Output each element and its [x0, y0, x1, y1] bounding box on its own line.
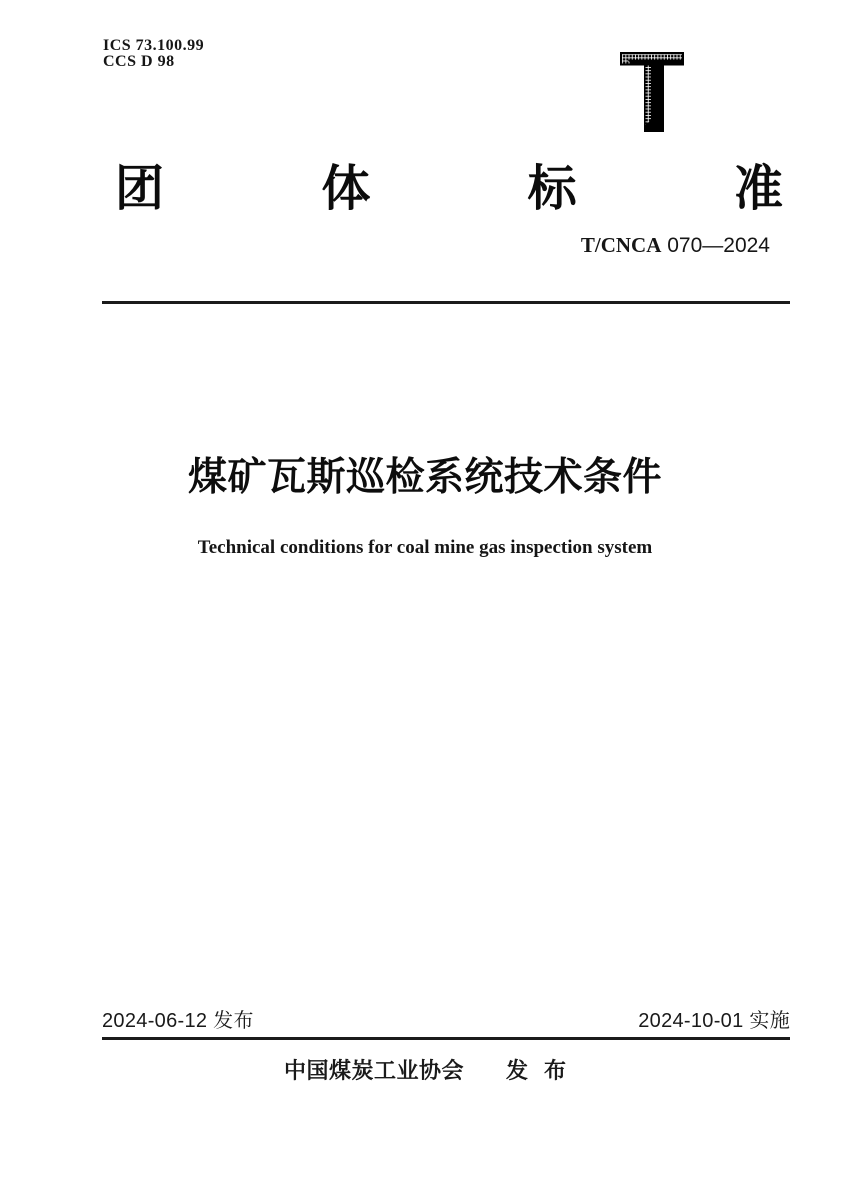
standard-number-value: 070—2024	[667, 234, 770, 257]
document-title-chinese: 煤矿瓦斯巡检系统技术条件	[187, 456, 662, 499]
publisher-name: 中国煤炭工业协会	[283, 1058, 464, 1083]
footer-rule	[102, 1037, 790, 1040]
implement-label: 实施	[749, 1010, 790, 1032]
standard-number-code: T/CNCA	[580, 233, 662, 257]
standard-type-heading	[115, 162, 783, 216]
standard-number	[581, 233, 770, 258]
standard-type-char: 团	[115, 162, 165, 216]
standard-type-char: 标	[527, 162, 577, 216]
publisher-row	[0, 1058, 850, 1084]
ccs-code: CCS D 98	[103, 53, 175, 70]
issue-date-group	[102, 1009, 254, 1033]
publish-label-char: 发	[505, 1058, 528, 1083]
header-rule	[102, 301, 790, 304]
ics-code: ICS 73.100.99	[103, 37, 205, 54]
publish-label-char: 布	[544, 1058, 567, 1083]
dates-row	[102, 1009, 790, 1033]
implement-date-group	[638, 1009, 790, 1033]
implement-date: 2024-10-01	[638, 1010, 744, 1032]
issue-date: 2024-06-12	[102, 1010, 208, 1032]
issue-label: 发布	[213, 1010, 254, 1032]
standard-type-char: 准	[733, 162, 783, 216]
standard-type-char: 体	[321, 162, 371, 216]
classification-codes	[103, 38, 204, 70]
group-standard-t-logo-icon	[619, 51, 685, 133]
document-title-english: Technical conditions for coal mine gas inspection system	[197, 537, 653, 558]
